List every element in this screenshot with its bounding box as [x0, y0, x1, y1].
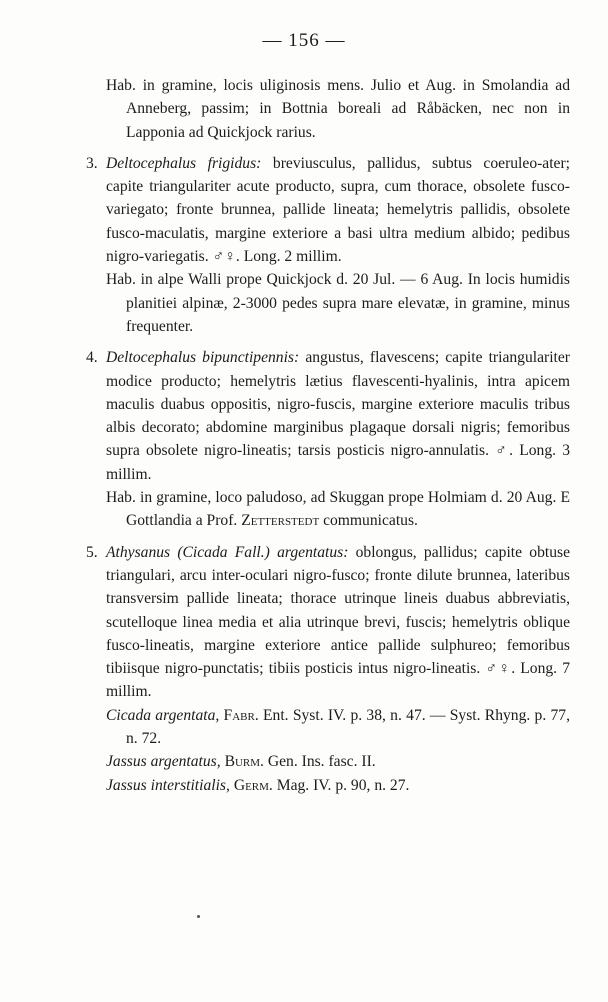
entry-text	[106, 152, 570, 268]
author-name: Zetterstedt	[241, 512, 320, 530]
species-description: breviusculus, pallidus, subtus coeruleo-ater; capite triangulariter acute producto, supra, cum thorace, obsolete fusco-variegato; fronte brunnea, pallide lineata; hemelytris pallidis, obsolete fusco-maculatis, margine exteriore a basi ultra medium albido; pedibus nigro-variegatis. ♂♀. Long. 2 millim.	[106, 154, 571, 266]
synonym-author: Fabr.	[223, 706, 259, 724]
entry-text	[106, 541, 570, 704]
entry-text	[106, 346, 570, 486]
synonym-author: Germ.	[233, 776, 273, 794]
print-speck	[197, 915, 200, 918]
species-entry-3	[86, 152, 570, 338]
synonym-author: Burm.	[224, 753, 264, 771]
entry-number: 4.	[86, 349, 98, 367]
synonym-ref: Gen. Ins. fasc. II.	[267, 753, 376, 771]
species-description: angustus, flavescens; capite triangulariter modice producto; hemelytris lætius flavescenti-hyalinis, intra apicem maculis duabus oppositis, nigro-fuscis, margine exteriore maculis tribus albis decorato; abdomine marginibus plagaque dorsali nigris; femoribus supra obsolete nigro-lineatis; tarsis posticis nigro-annulatis. ♂. Long. 3 millim.	[106, 349, 570, 483]
species-description: oblongus, pallidus; capite obtuse triangulari, arcu inter-oculari nigro-fusco; fronte dilute brunnea, lateribus transversim pallide lineata; thorace utrinque lineis duabus abbreviatis, scutelloque linea media et alia utrinque brevi, fuscis; hemelytris oblique fusco-lineatis, margine exteriore antice pallide sulphureo; femoribus tibiisque nigro-punctatis; tibiis posticis intus nigro-lineatis. ♂♀. Long. 7 millim.	[106, 543, 570, 701]
entry-number: 3.	[86, 154, 98, 172]
page-number: — 156 —	[262, 30, 346, 51]
synonym-ref: Mag. IV. p. 90, n. 27.	[276, 776, 410, 794]
synonym-name: Cicada argentata,	[106, 706, 220, 724]
entry-number: 5.	[86, 543, 98, 561]
document-body	[86, 74, 570, 797]
synonym-name: Jassus argentatus,	[106, 753, 221, 771]
synonym-line	[106, 704, 570, 751]
synonym-name: Jassus interstitialis,	[106, 776, 230, 794]
habitat-text-end: communicatus.	[323, 512, 418, 530]
species-entry-5	[86, 541, 570, 797]
species-habitat: Hab. in alpe Walli prope Quickjock d. 20 Jul. — 6 Aug. In locis humidis planitiei alpinæ, 2-3000 pedes supra mare elevatæ, in gramine, minus frequenter.	[106, 271, 570, 335]
synonym-line	[106, 774, 570, 797]
species-habitat	[106, 486, 570, 533]
species-name: Athysanus (Cicada Fall.) argentatus:	[106, 543, 349, 561]
intro-habitat: Hab. in gramine, locis uliginosis mens. Julio et Aug. in Smolandia ad Anneberg, passim; in Bottnia boreali ad Råbäcken, nec non in Lapponia ad Quickjock rarius.	[106, 77, 570, 141]
synonym-ref: Ent. Syst. IV. p. 38, n. 47. — Syst. Rhyng. p. 77, n. 72.	[126, 706, 570, 748]
species-name: Deltocephalus bipunctipennis:	[106, 349, 300, 367]
habitat-text: Hab. in gramine, loco paludoso, ad Skuggan prope Holmiam d. 20 Aug. E Gottlandia a Prof.	[106, 489, 570, 530]
species-entry-4	[86, 346, 570, 532]
synonym-line	[106, 750, 570, 773]
species-name: Deltocephalus frigidus:	[106, 154, 262, 172]
